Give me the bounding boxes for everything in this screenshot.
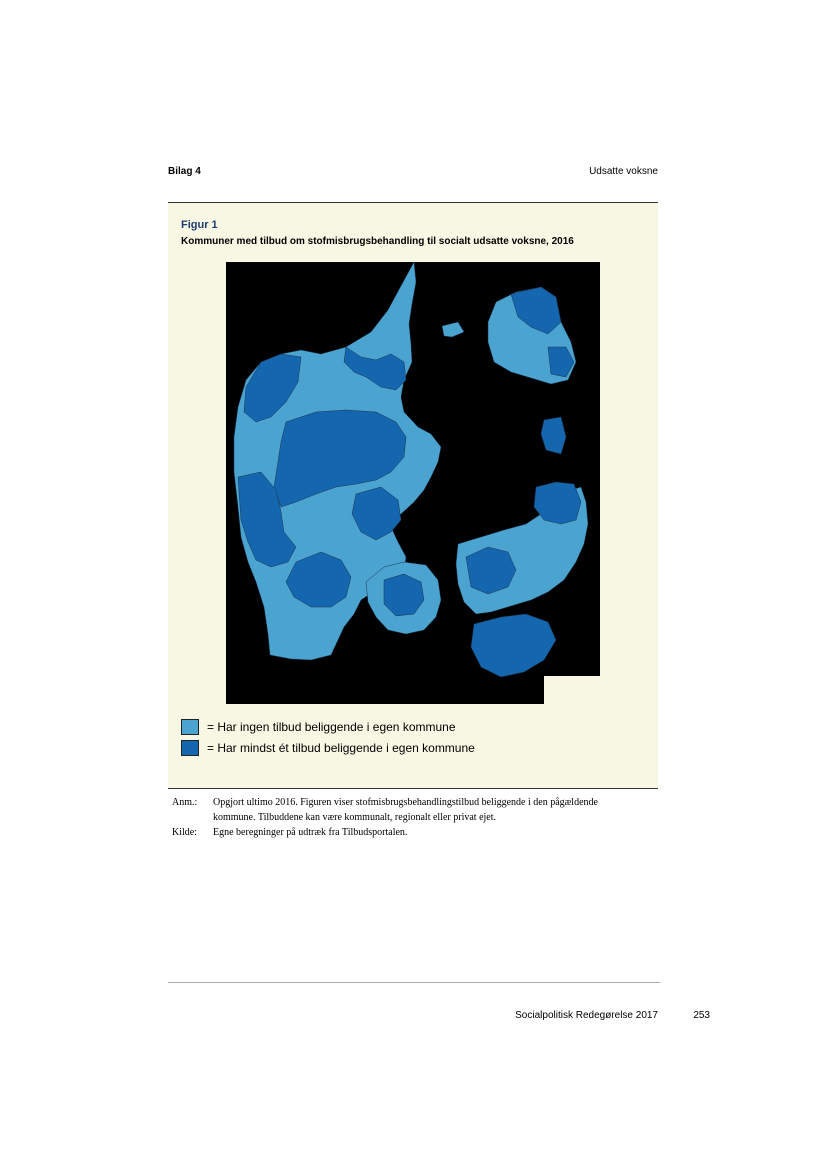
note-annotation: [172, 795, 642, 825]
running-header-left: Bilag 4: [168, 166, 201, 177]
note-text: Egne beregninger på udtræk fra Tilbudsportalen.: [213, 827, 408, 838]
note-label: Kilde:: [172, 827, 197, 838]
page-number: 253: [693, 1010, 710, 1021]
legend-item-offer: [181, 739, 475, 757]
legend-swatch-dark: [181, 740, 199, 756]
figure-notes: [172, 795, 642, 840]
legend-swatch-light: [181, 719, 199, 735]
running-header-right: Udsatte voksne: [589, 166, 658, 177]
legend-item-no-offer: [181, 718, 475, 736]
figure-label: Figur 1: [181, 219, 218, 231]
denmark-municipality-map: [226, 262, 600, 704]
figure-title: Kommuner med tilbud om stofmisbrugsbehandling til socialt udsatte voksne, 2016: [181, 236, 574, 247]
footer-divider: [168, 982, 660, 983]
footer-title: Socialpolitisk Redegørelse 2017: [515, 1010, 658, 1021]
note-text: Opgjort ultimo 2016. Figuren viser stofmisbrugsbehandlingstilbud beliggende i den pågældende kommune. Tilbuddene kan være kommunalt, regionalt eller privat ejet.: [213, 797, 598, 823]
note-source: [172, 825, 642, 840]
note-label: Anm.:: [172, 797, 198, 808]
figure-panel: [168, 202, 658, 789]
map-legend: [181, 718, 475, 760]
legend-label: = Har mindst ét tilbud beliggende i egen kommune: [207, 741, 475, 755]
legend-label: = Har ingen tilbud beliggende i egen kommune: [207, 720, 456, 734]
